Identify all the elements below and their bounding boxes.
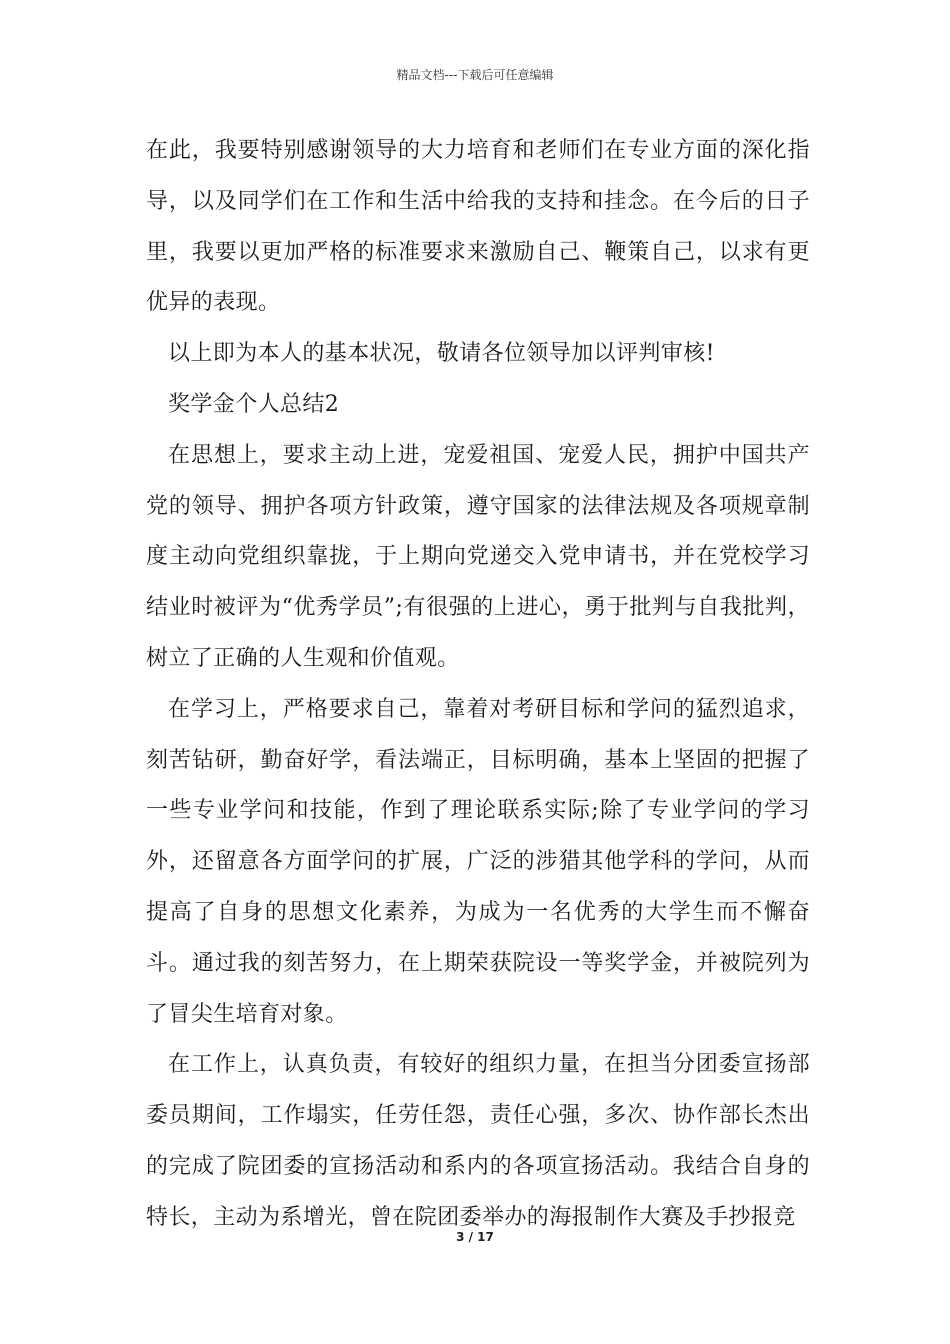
document-body (146, 126, 810, 1244)
paragraph-work: 在工作上，认真负责，有较好的组织力量，在担当分团委宣扬部委员期间，工作塌实，任劳任怨，责任心强，多次、协作部长杰出的完成了院团委的宣扬活动和系内的各项宣扬活动。我结合自身的特长，主动为系增光，曾在院团委举办的海报制作大赛及手抄报竞 (146, 1052, 810, 1230)
page-header: 精品文档---下载后可任意编辑 (396, 68, 554, 82)
paragraph-closing: 以上即为本人的基本状况，敬请各位领导加以评判审核! (168, 341, 715, 367)
page-number: 3 / 17 (456, 1230, 494, 1244)
paragraph-ideology: 在思想上，要求主动上进，宠爱祖国、宠爱人民，拥护中国共产党的领导、拥护各项方针政策，遵守国家的法律法规及各项规章制度主动向党组织靠拢，于上期向党递交入党申请书，并在党校学习结业时被评为“优秀学员”;有很强的上进心，勇于批判与自我批判，树立了正确的人生观和价值观。 (146, 442, 810, 671)
paragraph-thanks: 在此，我要特别感谢领导的大力培育和老师们在专业方面的深化指导，以及同学们在工作和生活中给我的支持和挂念。在今后的日子里，我要以更加严格的标准要求来激励自己、鞭策自己，以求有更优异的表现。 (146, 138, 810, 316)
paragraph-study: 在学习上，严格要求自己，靠着对考研目标和学问的猛烈追求，刻苦钻研，勤奋好学，看法端正，目标明确，基本上坚固的把握了一些专业学问和技能，作到了理论联系实际;除了专业学问的学习外，还留意各方面学问的扩展，广泛的涉猎其他学科的学问，从而提高了自身的思想文化素养，为成为一名优秀的大学生而不懈奋斗。通过我的刻苦努力，在上期荣获院设一等奖学金，并被院列为了冒尖生培育对象。 (146, 696, 810, 1027)
section-heading: 奖学金个人总结2 (168, 391, 340, 417)
